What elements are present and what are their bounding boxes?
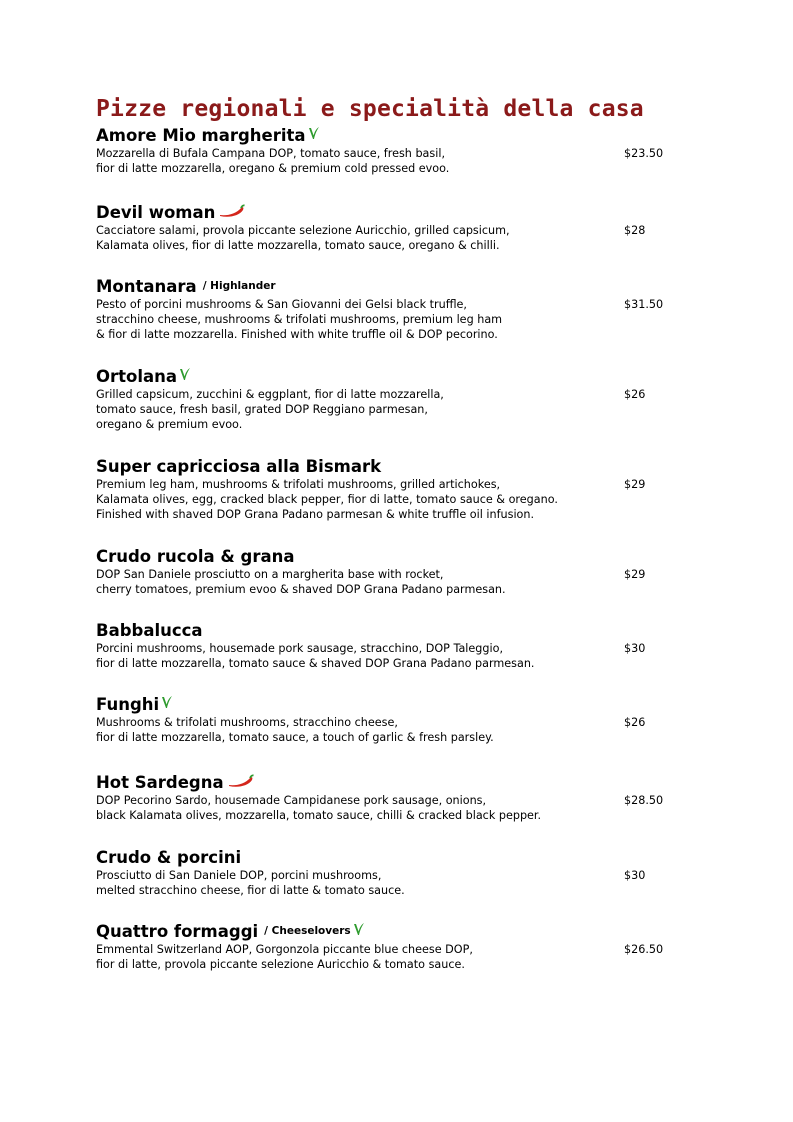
menu-item — [96, 125, 716, 176]
item-description: Porcini mushrooms, housemade pork sausage, stracchino, DOP Taleggio, fior di latte mozzarella, tomato sauce & shaved DOP Grana Padano parmesan. — [96, 642, 535, 671]
item-price: $29 — [624, 568, 646, 581]
menu-heading: Pizze regionali e specialità della casa — [96, 96, 644, 122]
item-name: Devil woman — [96, 203, 216, 222]
menu-item — [96, 456, 716, 523]
menu-item — [96, 366, 716, 433]
menu-item — [96, 546, 716, 597]
menu-item — [96, 202, 716, 253]
item-description: Prosciutto di San Daniele DOP, porcini mushrooms, melted stracchino cheese, fior di latte & tomato sauce. — [96, 869, 405, 898]
menu-item — [96, 921, 716, 972]
item-subtitle: / Highlander — [202, 280, 276, 292]
item-price: $26.50 — [624, 943, 664, 956]
item-name: Crudo & porcini — [96, 848, 242, 867]
item-name: Ortolana — [96, 367, 178, 386]
item-price: $28.50 — [624, 794, 664, 807]
menu-item — [96, 772, 716, 823]
item-description: Grilled capsicum, zucchini & eggplant, fior di latte mozzarella, tomato sauce, fresh basil, grated DOP Reggiano parmesan, oregano & premium evoo. — [96, 388, 444, 432]
item-title — [96, 546, 716, 567]
item-description: Mozzarella di Bufala Campana DOP, tomato sauce, fresh basil, fior di latte mozzarella, oregano & premium cold pressed evoo. — [96, 147, 450, 176]
item-description: DOP San Daniele prosciutto on a margherita base with rocket, cherry tomatoes, premium evoo & shaved DOP Grana Padano parmesan. — [96, 568, 506, 597]
item-name: Hot Sardegna — [96, 773, 224, 792]
item-title — [96, 772, 716, 793]
item-title — [96, 847, 716, 868]
item-price: $26 — [624, 388, 646, 401]
item-name: Montanara — [96, 277, 197, 296]
item-name: Quattro formaggi — [96, 922, 259, 941]
item-description: DOP Pecorino Sardo, housemade Campidanese pork sausage, onions, black Kalamata olives, mozzarella, tomato sauce, chilli & cracked black pepper. — [96, 794, 542, 823]
item-subtitle: / Cheeselovers — [264, 925, 351, 937]
item-title — [96, 921, 716, 942]
menu-item — [96, 620, 716, 671]
item-title — [96, 620, 716, 641]
chilli-icon — [226, 772, 254, 793]
item-price: $28 — [624, 224, 646, 237]
item-price: $30 — [624, 642, 646, 655]
item-description: Cacciatore salami, provola piccante selezione Auricchio, grilled capsicum, Kalamata olives, fior di latte mozzarella, tomato sauce, oregano & chilli. — [96, 224, 510, 253]
item-name: Super capricciosa alla Bismark — [96, 457, 382, 476]
item-title — [96, 694, 716, 715]
item-name: Funghi — [96, 695, 160, 714]
item-name: Babbalucca — [96, 621, 203, 640]
menu-item — [96, 276, 716, 343]
vegetarian-leaf-icon — [179, 366, 191, 387]
item-name: Crudo rucola & grana — [96, 547, 295, 566]
menu-item — [96, 847, 716, 898]
item-name: Amore Mio margherita — [96, 126, 306, 145]
item-title — [96, 456, 716, 477]
menu-item — [96, 694, 716, 745]
item-description: Mushrooms & trifolati mushrooms, stracchino cheese, fior di latte mozzarella, tomato sauce, a touch of garlic & fresh parsley. — [96, 716, 494, 745]
item-price: $23.50 — [624, 147, 664, 160]
chilli-icon — [217, 202, 245, 223]
item-title — [96, 276, 716, 297]
item-price: $30 — [624, 869, 646, 882]
item-description: Premium leg ham, mushrooms & trifolati mushrooms, grilled artichokes, Kalamata olives, egg, cracked black pepper, fior di latte, tomato sauce & oregano. Finished with shaved DOP Grana Padano parmesan & white truffle oil infusion. — [96, 478, 558, 522]
vegetarian-leaf-icon — [353, 921, 365, 942]
vegetarian-leaf-icon — [161, 694, 173, 715]
item-price: $29 — [624, 478, 646, 491]
item-title — [96, 366, 716, 387]
item-title — [96, 202, 716, 223]
vegetarian-leaf-icon — [308, 125, 320, 146]
item-title — [96, 125, 716, 146]
item-description: Emmental Switzerland AOP, Gorgonzola piccante blue cheese DOP, fior di latte, provola piccante selezione Auricchio & tomato sauce. — [96, 943, 473, 972]
item-price: $26 — [624, 716, 646, 729]
item-price: $31.50 — [624, 298, 664, 311]
item-description: Pesto of porcini mushrooms & San Giovanni dei Gelsi black truffle, stracchino cheese, mushrooms & trifolati mushrooms, premium leg ham & fior di latte mozzarella. Finished with white truffle oil & DOP pecorino. — [96, 298, 503, 342]
